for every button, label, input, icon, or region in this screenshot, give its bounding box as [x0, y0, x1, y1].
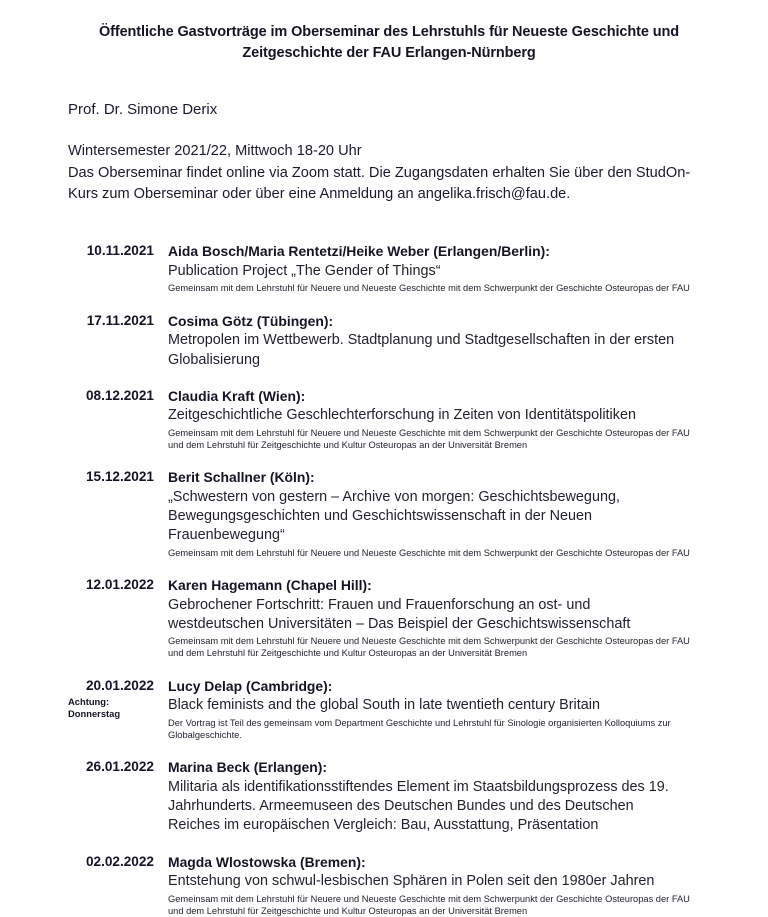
entry-footnote-line: Gemeinsam mit dem Lehrstuhl für Neuere und Neueste Geschichte mit dem Schwerpunkt der Geschichte Osteuropas der FAU: [168, 893, 690, 904]
entry-footnote: [168, 893, 710, 917]
entry-footnote-line: und dem Lehrstuhl für Zeitgeschichte und Kultur Osteuropas an der Universität Bremen: [168, 439, 528, 450]
entry-footnote-line: Gemeinsam mit dem Lehrstuhl für Neuere und Neueste Geschichte mit dem Schwerpunkt der Geschichte Osteuropas der FAU: [168, 283, 690, 294]
presenter-name: Prof. Dr. Simone Derix: [68, 101, 218, 119]
entry-body-column: [154, 312, 710, 370]
entry-talk-title: [168, 262, 710, 281]
entry-footnote-line: Gemeinsam mit dem Lehrstuhl für Neuere und Neueste Geschichte mit dem Schwerpunkt der Geschichte Osteuropas der FAU: [168, 636, 690, 646]
entry-talk-title-line: Jahrhunderts. Armeemuseen des Deutschen Bundes und des Deutschen: [168, 798, 634, 815]
entry-talk-title-line: Bewegungsgeschichten und Geschichtswissenschaft in der Neuen: [168, 508, 592, 525]
entry-talk-title: [168, 778, 710, 835]
programme-list: [68, 242, 710, 917]
page-title: [84, 22, 694, 63]
page-title-line-1: Öffentliche Gastvorträge im Oberseminar des Lehrstuhls für Neueste Geschichte und: [98, 24, 680, 40]
entry-talk-title: [168, 488, 710, 545]
programme-entry: [68, 312, 710, 370]
entry-footnote: [168, 282, 710, 294]
entry-footnote-line: und dem Lehrstuhl für Zeitgeschichte und Kultur Osteuropas an der Universität Bremen: [168, 905, 528, 916]
page-title-line-2: Zeitgeschichte der FAU Erlangen-Nürnberg: [242, 44, 536, 61]
entry-date: 10.11.2021: [86, 243, 154, 259]
semester-info: [68, 141, 710, 207]
entry-speaker: Lucy Delap (Cambridge):: [168, 677, 333, 694]
entry-date-note: [68, 696, 154, 719]
entry-date: 02.02.2022: [85, 853, 154, 869]
entry-talk-title-line: Black feminists and the global South in late twentieth century Britain: [168, 697, 600, 714]
entry-footnote: [168, 717, 710, 742]
entry-date-column: [68, 468, 154, 485]
entry-talk-title-line: Entstehung von schwul-lesbischen Sphären in Polen seit den 1980er Jahren: [168, 873, 655, 890]
entry-talk-title-line: „Schwestern von gestern – Archive von morgen: Geschichtsbewegung,: [168, 489, 620, 506]
entry-body-column: [154, 576, 710, 660]
entry-date-note-line: Achtung:: [68, 696, 110, 708]
entry-date: 17.11.2021: [86, 312, 154, 328]
entry-body-column: [154, 468, 710, 559]
entry-talk-title-line: Zeitgeschichtliche Geschlechterforschung in Zeiten von Identitätspolitiken: [168, 407, 636, 424]
entry-talk-title-line: Globalisierung: [168, 351, 260, 368]
entry-date-column: [68, 576, 154, 593]
entry-date-column: [68, 242, 154, 259]
entry-date-column: [68, 387, 154, 404]
entry-talk-title-line: Frauenbewegung“: [168, 527, 285, 544]
entry-body-column: [154, 853, 710, 917]
entry-speaker: Karen Hagemann (Chapel Hill):: [168, 576, 372, 593]
entry-date: 15.12.2021: [85, 469, 154, 485]
entry-talk-title: [168, 406, 710, 425]
programme-entry: [68, 576, 710, 660]
entry-footnote-line: und dem Lehrstuhl für Zeitgeschichte und Kultur Osteuropas an der Universität Bremen: [168, 648, 528, 659]
entry-talk-title-line: Gebrochener Fortschritt: Frauen und Frauenforschung an ost- und: [168, 596, 591, 613]
programme-entry: [68, 468, 710, 559]
entry-talk-title: [168, 872, 710, 891]
entry-date-column: [68, 853, 154, 870]
programme-entry: [68, 242, 710, 294]
entry-date-note-line: Donnerstag: [68, 707, 121, 719]
entry-speaker: Magda Wlostowska (Bremen):: [168, 853, 366, 870]
entry-footnote: [168, 427, 710, 452]
entry-speaker: Claudia Kraft (Wien):: [168, 387, 306, 404]
meta-block: [68, 99, 710, 206]
entry-speaker: Marina Beck (Erlangen):: [168, 759, 328, 776]
entry-date: 20.01.2022: [85, 677, 154, 693]
entry-talk-title: [168, 696, 710, 715]
programme-entry: [68, 758, 710, 835]
entry-date: 08.12.2021: [85, 387, 154, 403]
entry-speaker: Cosima Götz (Tübingen):: [168, 312, 334, 329]
semester-line: Wintersemester 2021/22, Mittwoch 18-20 Uhr: [68, 142, 362, 159]
entry-footnote-line: Der Vortrag ist Teil des gemeinsam vom Department Geschichte und Lehrstuhl für Sinologie organisierten Kolloquiums zur: [168, 717, 671, 728]
entry-talk-title: [168, 331, 710, 369]
programme-entry: [68, 853, 710, 917]
entry-talk-title-line: westdeutschen Universitäten – Das Beispiel der Geschichtswissenschaft: [168, 615, 631, 632]
entry-talk-title-line: Metropolen im Wettbewerb. Stadtplanung und Stadtgesellschaften in der ersten: [168, 332, 675, 349]
entry-date-column: [68, 758, 154, 775]
entry-body-column: [154, 242, 710, 294]
entry-body-column: [154, 677, 710, 742]
programme-entry: [68, 387, 710, 452]
entry-body-column: [154, 758, 710, 835]
entry-footnote-line: Gemeinsam mit dem Lehrstuhl für Neuere und Neueste Geschichte mit dem Schwerpunkt der Geschichte Osteuropas der FAU: [168, 547, 690, 558]
entry-body-column: [154, 387, 710, 452]
entry-footnote-line: Gemeinsam mit dem Lehrstuhl für Neuere und Neueste Geschichte mit dem Schwerpunkt der Geschichte Osteuropas der FAU: [168, 427, 690, 438]
entry-date-column: [68, 677, 154, 719]
entry-date: 12.01.2022: [85, 576, 154, 592]
entry-speaker: Berit Schallner (Köln):: [168, 469, 315, 486]
entry-footnote: [168, 547, 710, 559]
entry-footnote: [168, 635, 710, 660]
entry-date: 26.01.2022: [85, 759, 154, 775]
entry-talk-title-line: Publication Project „The Gender of Things“: [168, 263, 441, 280]
entry-footnote-line: Globalgeschichte.: [168, 730, 242, 740]
access-note: Das Oberseminar findet online via Zoom statt. Die Zugangsdaten erhalten Sie über den StudOn-Kurs zum Oberseminar oder über eine Anmeldung an angelika.frisch@fau.de.: [68, 164, 691, 203]
entry-date-column: [68, 312, 154, 329]
entry-talk-title: [168, 596, 710, 634]
entry-speaker: Aida Bosch/Maria Rentetzi/Heike Weber (Erlangen/Berlin):: [168, 243, 550, 260]
entry-talk-title-line: Reiches im europäischen Vergleich: Bau, Ausstattung, Präsentation: [168, 817, 599, 834]
programme-entry: [68, 677, 710, 742]
entry-talk-title-line: Militaria als identifikationsstiftendes Element im Staatsbildungsprozess des 19.: [168, 779, 669, 796]
